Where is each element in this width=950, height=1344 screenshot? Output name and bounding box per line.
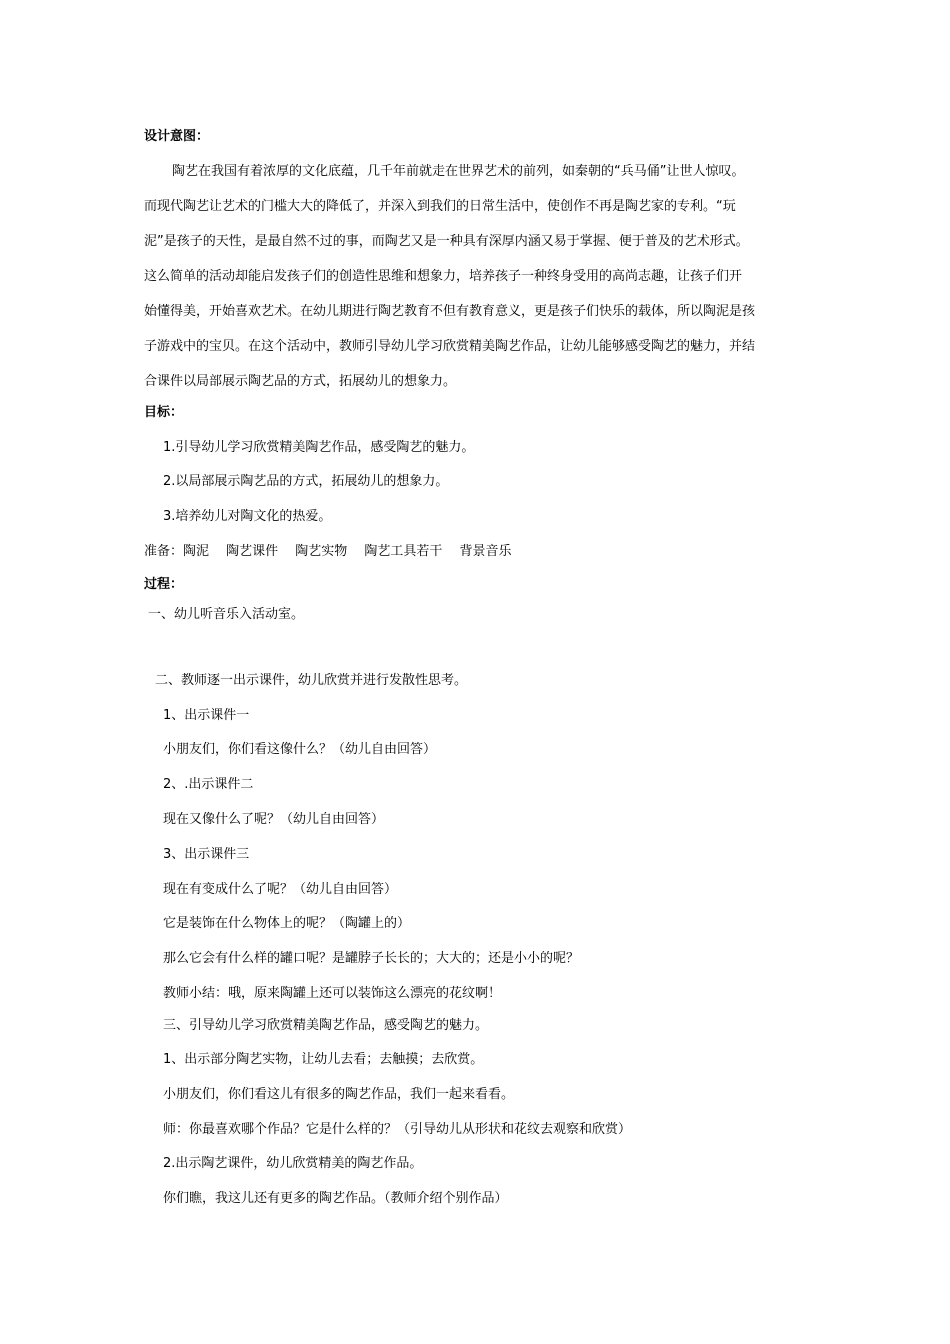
process-line: 3、出示课件三 (163, 847, 250, 862)
process-line: 2、.出示课件二 (163, 777, 254, 792)
process-line: 你们瞧，我这儿还有更多的陶艺作品。（教师介绍个别作品） (163, 1191, 508, 1206)
design-intent-line: 合课件以局部展示陶艺品的方式，拓展幼儿的想象力。 (144, 374, 457, 389)
design-intent-line: 始懂得美，开始喜欢艺术。在幼儿期进行陶艺教育不但有教育意义，更是孩子们快乐的载体，所以陶泥是孩 (144, 304, 756, 319)
design-intent-line: 而现代陶艺让艺术的门槛大大的降低了，并深入到我们的日常生活中，使创作不再是陶艺家的专利。“玩 (144, 199, 736, 214)
process-line: 1、出示课件一 (163, 708, 250, 723)
design-intent-line: 这么简单的活动却能启发孩子们的创造性思维和想象力，培养孩子一种终身受用的高尚志趣，让孩子们开 (144, 269, 743, 284)
process-line: 它是装饰在什么物体上的呢？（陶罐上的） (163, 916, 411, 931)
design-intent-line: 泥”是孩子的天性，是最自然不过的事，而陶艺又是一种具有深厚内涵又易于掌握、便于普及的艺术形式。 (144, 234, 749, 249)
process-line: 师：你最喜欢哪个作品？它是什么样的？（引导幼儿从形状和花纹去观察和欣赏） (163, 1122, 632, 1137)
process-line: 现在有变成什么了呢？（幼儿自由回答） (163, 882, 398, 897)
process-heading: 过程： (144, 577, 184, 592)
process-line: 现在又像什么了呢？（幼儿自由回答） (163, 812, 385, 827)
process-step-3: 三、引导幼儿学习欣赏精美陶艺作品，感受陶艺的魅力。 (163, 1018, 489, 1033)
process-line: 小朋友们，你们看这儿有很多的陶艺作品，我们一起来看看。 (163, 1087, 515, 1102)
process-step-1: 一、幼儿听音乐入活动室。 (148, 607, 305, 622)
process-line: 1、出示部分陶艺实物，让幼儿去看；去触摸；去欣赏。 (163, 1052, 484, 1067)
goal-item: 2.以局部展示陶艺品的方式，拓展幼儿的想象力。 (163, 474, 449, 489)
goal-item: 3.培养幼儿对陶文化的热爱。 (163, 509, 332, 524)
process-line: 小朋友们，你们看这像什么？（幼儿自由回答） (163, 742, 437, 757)
goal-item: 1.引导幼儿学习欣赏精美陶艺作品，感受陶艺的魅力。 (163, 440, 475, 455)
design-intent-line: 陶艺在我国有着浓厚的文化底蕴，几千年前就走在世界艺术的前列，如秦朝的“兵马俑”让世人惊叹。 (172, 164, 745, 179)
process-line: 那么它会有什么样的罐口呢？是罐脖子长长的；大大的；还是小小的呢？ (163, 951, 580, 966)
design-intent-heading: 设计意图： (144, 129, 210, 144)
process-line: 2.出示陶艺课件，幼儿欣赏精美的陶艺作品。 (163, 1156, 423, 1171)
design-intent-line: 子游戏中的宝贝。在这个活动中，教师引导幼儿学习欣赏精美陶艺作品，让幼儿能够感受陶艺的魅力，并结 (144, 339, 756, 354)
preparation-line: 准备：陶泥 陶艺课件 陶艺实物 陶艺工具若干 背景音乐 (144, 544, 512, 559)
process-line: 教师小结：哦，原来陶罐上还可以装饰这么漂亮的花纹啊！ (163, 986, 502, 1001)
process-step-2: 二、教师逐一出示课件，幼儿欣赏并进行发散性思考。 (155, 673, 468, 688)
goals-heading: 目标： (144, 405, 184, 420)
